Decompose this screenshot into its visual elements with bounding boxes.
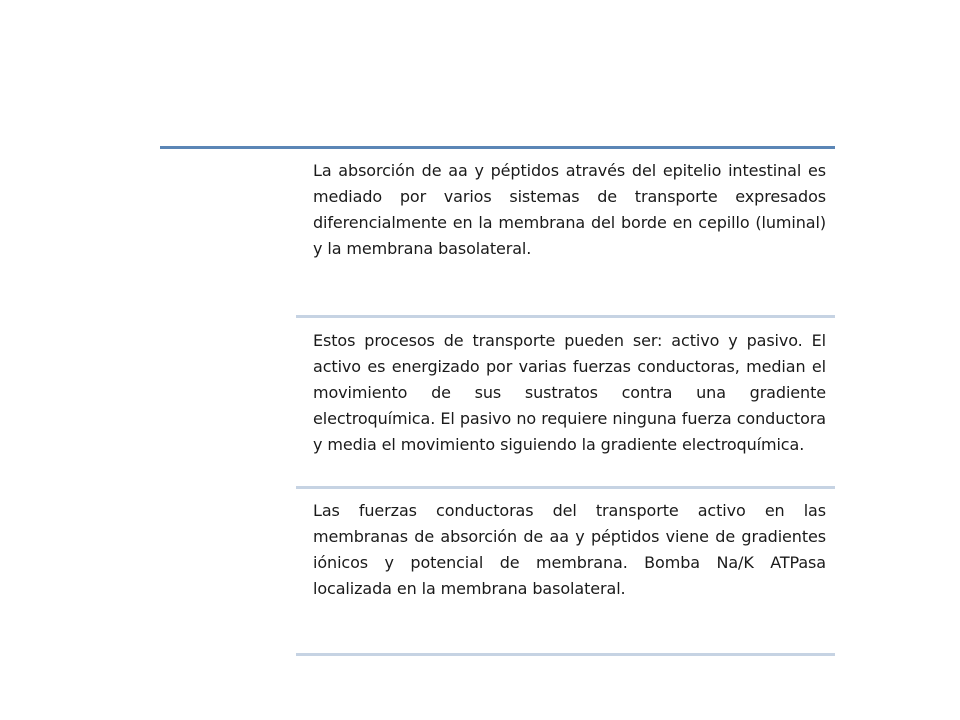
paragraph-amino-acid-absorption: La absorción de aa y péptidos através del epitelio intestinal es mediado por varios sistemas de transporte expresados diferencialmente en la membrana del borde en cepillo (luminal) y la membrana basolateral. <box>313 161 826 258</box>
divider-2 <box>296 486 835 489</box>
top-rule <box>160 146 835 149</box>
divider-3 <box>296 653 835 656</box>
divider-1 <box>296 315 835 318</box>
paragraph-driving-forces: Las fuerzas conductoras del transporte activo en las membranas de absorción de aa y péptidos viene de gradientes iónicos y potencial de membrana. Bomba Na/K ATPasa localizada en la membrana basolateral. <box>313 501 826 598</box>
paragraph-transport-processes: Estos procesos de transporte pueden ser: activo y pasivo. El activo es energizado por varias fuerzas conductoras, median el movimiento de sus sustratos contra una gradiente electroquímica. El pasivo no requiere ninguna fuerza conductora y media el movimiento siguiendo la gradiente electroquímica. <box>313 331 826 454</box>
